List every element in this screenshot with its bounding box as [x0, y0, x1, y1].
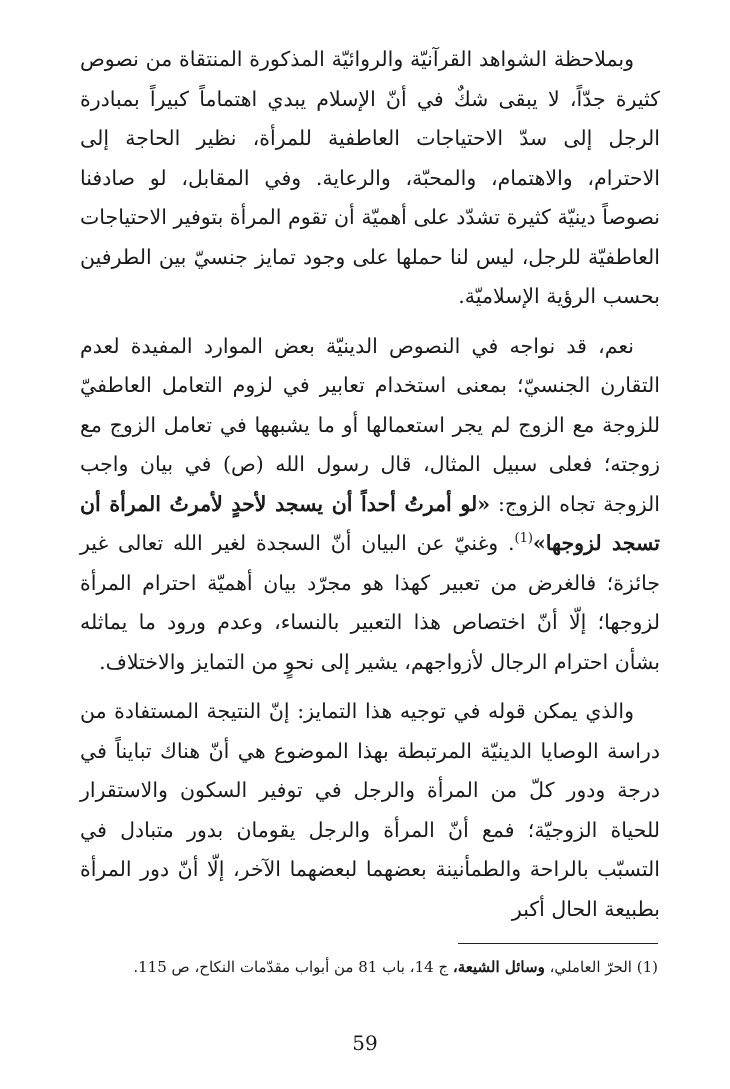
- page-number: 59: [352, 1031, 378, 1055]
- paragraph-3-text: والذي يمكن قوله في توجيه هذا التمايز: إنّ النتيجة المستفادة من دراسة الوصايا الدينيّة المرتبطة بهذا الموضوع هي أنّ هناك تبايناً في درجة ودور كلّ من المرأة والرجل في توفير السكون والاستقرار للحياة الزوجيّة؛ فمع أنّ المرأة والرجل يقومان بدور متبادل في التسبّب بالراحة والطمأنينة بعضهما لبعضهما الآخر، إلّا أنّ دور المرأة بطبيعة الحال أكبر: [80, 699, 660, 921]
- footnote-divider: [458, 943, 658, 944]
- paragraph-3: [80, 692, 660, 929]
- footnote-author: الحرّ العاملي،: [549, 958, 632, 976]
- paragraph-2-text-after: . وغنيّ عن البيان أنّ السجدة لغير الله تعالى غير جائزة؛ فالغرض من تعبير كهذا هو مجرّد بيان أهميّة احترام المرأة لزوجها؛ إلّا أنّ اختصاص هذا التعبير بالنساء، وعدم ورود ما يماثله بشأن احترام الرجال لأزواجهم، يشير إلى نحوٍ من التمايز والاختلاف.: [80, 531, 660, 674]
- footnote-book: وسائل الشيعة،: [452, 958, 545, 976]
- footnote-rest: ج 14، باب 81 من أبواب مقدّمات النكاح، ص 115.: [133, 958, 449, 976]
- footnote: [80, 954, 658, 980]
- hadith-quote: «لو أمرتُ أحداً أن يسجد لأحدٍ لأمرتُ المرأة أن تسجد لزوجها»: [80, 491, 660, 555]
- footnote-marker[interactable]: (1): [514, 531, 533, 547]
- paragraph-1-text: وبملاحظة الشواهد القرآنيّة والروائيّة المذكورة المنتقاة من نصوص كثيرة جدّاً، لا يبقى شكٌ في أنّ الإسلام يبدي اهتماماً كبيراً بمبادرة الرجل إلى سدّ الاحتياجات العاطفية للمرأة، نظير الحاجة إلى الاحترام، والاهتمام، والمحبّة، والرعاية. وفي المقابل، لو صادفنا نصوصاً دينيّة كثيرة تشدّد على أهميّة أن تقوم المرأة بتوفير الاحتياجات العاطفيّة للرجل، ليس لنا حملها على وجود تمايز جنسيّ بين الطرفين بحسب الرؤية الإسلاميّة.: [80, 47, 660, 308]
- paragraph-1: [80, 40, 660, 317]
- page-body: [80, 40, 660, 939]
- paragraph-2-text-before: نعم، قد نواجه في النصوص الدينيّة بعض الموارد المفيدة لعدم التقارن الجنسيّ؛ بمعنى استخدام تعابير في لزوم التعامل العاطفيّ للزوجة مع الزوج لم يجر استعمالها أو ما يشبهها في تعامل الزوج مع زوجته؛ فعلى سبيل المثال، قال رسول الله (ص) في بيان واجب الزوجة تجاه الزوج:: [80, 333, 660, 516]
- paragraph-2: [80, 327, 660, 683]
- footnote-number: (1): [636, 958, 658, 976]
